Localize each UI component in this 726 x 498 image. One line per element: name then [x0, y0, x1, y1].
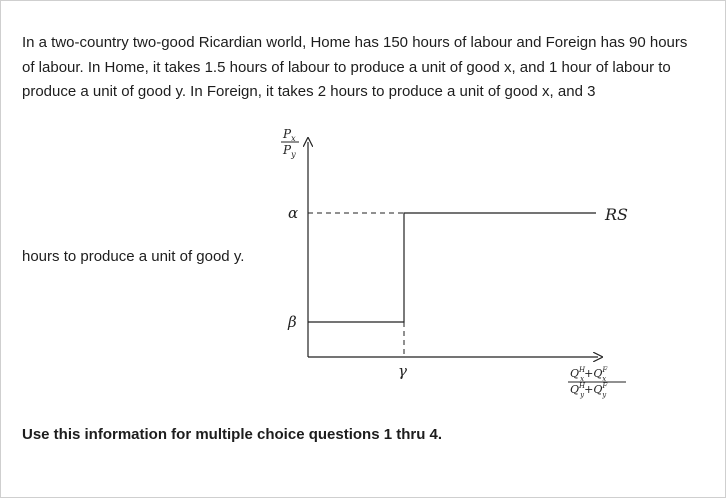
footer-instruction: Use this information for multiple choice questions 1 thru 4. [22, 426, 443, 443]
rs-label: RS [605, 205, 629, 224]
x-axis-label [568, 366, 626, 399]
alpha-label: α [288, 204, 299, 222]
problem-intro: In a two-country two-good Ricardian world, Home has 150 hours of labour and Foreign has 90 hours of labour. In Home, it takes 1.5 hours of labour to produce a unit of good x, and 1 hour of labour to produce a unit of good y. In Foreign, it takes 2 hours to produce a unit of good x, and 3 [22, 34, 688, 100]
x-label-num: $Q^H$ $x+Q^F$ x [570, 366, 608, 383]
y-label-num: $P_x$ [283, 127, 296, 143]
beta-label: β [288, 313, 297, 331]
y-axis-label [281, 127, 299, 159]
relative-supply-curve [308, 213, 596, 322]
gamma-label: γ [398, 362, 407, 380]
y-label-den: $P_y$ [283, 143, 296, 159]
problem-intro-tail: hours to produce a unit of good y. [22, 248, 245, 265]
x-label-den: $Q^H$ $y+Q^F$ y [570, 382, 608, 399]
